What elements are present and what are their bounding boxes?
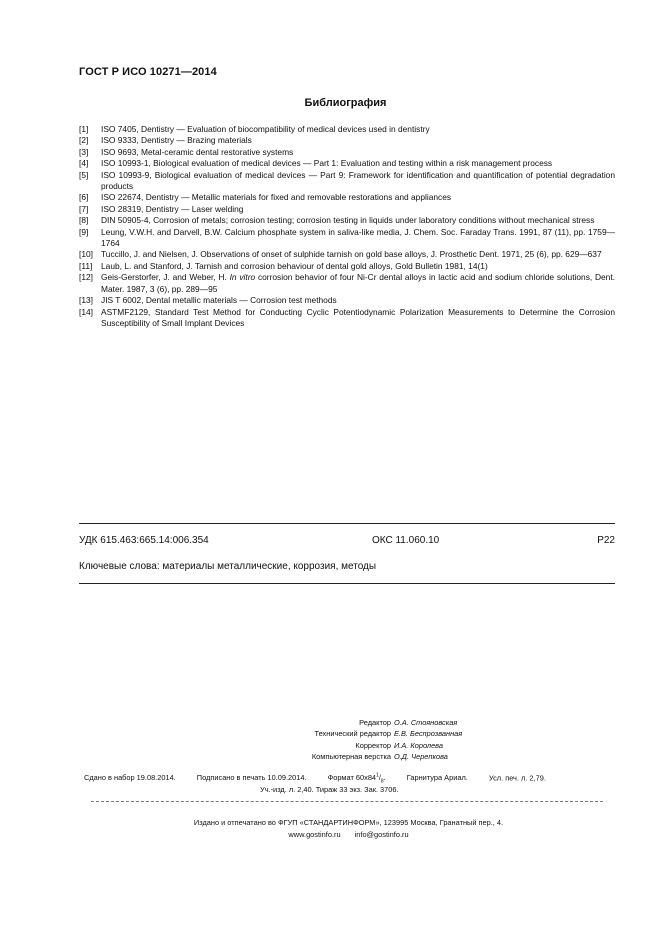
list-item xyxy=(79,272,615,295)
ref-text-part: Geis-Gerstorfer, J. and Weber, H. xyxy=(101,272,230,283)
credit-row xyxy=(160,728,480,739)
bibliography-title: Библиография xyxy=(304,97,387,109)
publisher-contacts xyxy=(0,830,661,839)
ref-number: [7] xyxy=(79,203,89,214)
format-suffix: . xyxy=(383,773,386,783)
submitted-date: Сдано в набор 19.08.2014. xyxy=(84,773,176,783)
credit-name: О.Д. Черепкова xyxy=(394,751,448,761)
list-item xyxy=(79,249,615,260)
format-text: Формат 60x84 xyxy=(327,773,377,783)
ref-text: Leung, V.W.H. and Darvell, B.W. Calcium phosphate system in saliva-like media, J. Chem. Soc. Faraday Trans. 1991, 87 (11), pp. 1759—1764 xyxy=(101,226,615,249)
format-sup: 1 xyxy=(376,773,379,779)
divider-thin xyxy=(91,801,603,802)
credit-role: Корректор xyxy=(355,740,391,750)
credit-row xyxy=(160,717,480,728)
group-code: Р22 xyxy=(597,535,615,546)
print-sheets: Усл. печ. л. 2,79. xyxy=(488,773,546,783)
list-item xyxy=(79,307,615,330)
ref-text-part: corrosion behavior of four Ni-Cr dental alloys in lactic acid and sodium chloride solutions, Dent. Mater. 1987, 3 (6), pp. 289—95 xyxy=(101,272,615,294)
ref-text: ISO 10993-1, Biological evaluation of medical devices — Part 1: Evaluation and testing within a risk management process xyxy=(101,158,553,169)
ref-number: [4] xyxy=(79,158,89,169)
list-item xyxy=(79,124,615,135)
standard-code: ГОСТ Р ИСО 10271—2014 xyxy=(79,66,217,78)
keywords: Ключевые слова: материалы металлические, коррозия, методы xyxy=(79,561,377,572)
list-item xyxy=(79,295,615,306)
ref-number: [6] xyxy=(79,192,89,203)
classification-row xyxy=(79,535,615,546)
divider-bottom xyxy=(79,583,615,584)
ref-text-italic: In vitro xyxy=(229,272,256,283)
oks-code: ОКС 11.060.10 xyxy=(372,535,440,546)
credit-role: Компьютерная верстка xyxy=(311,751,391,761)
udk-code: УДК 615.463:665.14:006.354 xyxy=(79,535,209,546)
credit-row xyxy=(160,751,480,762)
print-info-line-2: Уч.-изд. л. 2,40. Тираж 33 экз. Зак. 3706. xyxy=(260,785,399,794)
ref-text: ISO 22674, Dentistry — Metallic materials for fixed and removable restorations and appliances xyxy=(101,192,452,203)
list-item xyxy=(79,158,615,169)
ref-number: [9] xyxy=(79,226,89,237)
signed-date: Подписано в печать 10.09.2014. xyxy=(196,773,307,783)
ref-text: ASTMF2129, Standard Test Method for Conducting Cyclic Potentiodynamic Polarization Measurements to Determine the Corrosion Susceptibility of Small Implant Devices xyxy=(101,306,615,328)
ref-number: [8] xyxy=(79,215,89,226)
ref-text: ISO 9333, Dentistry — Brazing materials xyxy=(101,135,252,146)
list-item xyxy=(79,227,615,250)
ref-text xyxy=(101,272,615,295)
ref-text: ISO 10993-9, Biological evaluation of medical devices — Part 9: Framework for identification and quantification of potential degradation products xyxy=(101,169,615,192)
font-name: Гарнитура Ариал. xyxy=(406,773,468,783)
ref-text: Tuccillo, J. and Nielsen, J. Observations of onset of sulphide tarnish on gold base alloys, J. Prosthetic Dent. 1971, 25 (6), pp. 629—637 xyxy=(101,249,602,260)
list-item xyxy=(79,170,615,193)
publisher-line: Издано и отпечатано во ФГУП «СТАНДАРТИНФОРМ», 123995 Москва, Гранатный пер., 4. xyxy=(193,818,504,827)
ref-number: [11] xyxy=(79,260,93,271)
ref-number: [3] xyxy=(79,146,89,157)
list-item xyxy=(79,192,615,203)
list-item xyxy=(79,215,615,226)
list-item xyxy=(79,147,615,158)
bibliography-list xyxy=(79,124,615,329)
ref-text: DIN 50905-4, Corrosion of metals; corrosion testing; corrosion testing in liquids under laboratory conditions without mechanical stress xyxy=(101,215,595,226)
ref-text: ISO 28319, Dentistry — Laser welding xyxy=(101,203,244,214)
print-info-line xyxy=(84,773,546,785)
credit-name: Е.В. Беспрозванная xyxy=(394,729,463,739)
ref-text: JIS T 6002, Dental metallic materials — Corrosion test methods xyxy=(101,295,337,306)
ref-number: [2] xyxy=(79,135,89,146)
format-sub: 8 xyxy=(380,778,384,785)
divider-top xyxy=(79,523,615,524)
ref-text: ISO 7405, Dentistry — Evaluation of biocompatibility of medical devices used in dentistry xyxy=(101,124,430,134)
list-item xyxy=(79,135,615,146)
credit-name: О.А. Стояновская xyxy=(394,718,458,727)
email-link[interactable]: info@gostinfo.ru xyxy=(354,830,409,839)
ref-number: [1] xyxy=(79,124,89,134)
ref-number: [5] xyxy=(79,169,89,180)
list-item xyxy=(79,261,615,272)
ref-text: Laub, L. and Stanford, J. Tarnish and corrosion behaviour of dental gold alloys, Gold Bulletin 1981, 14(1) xyxy=(101,260,488,271)
credit-role: Редактор xyxy=(359,718,391,727)
list-item xyxy=(79,204,615,215)
credits-block xyxy=(160,717,480,762)
ref-text: ISO 9693, Metal-ceramic dental restorative systems xyxy=(101,146,294,157)
ref-number: [10] xyxy=(79,249,93,260)
ref-number: [13] xyxy=(79,295,93,306)
website-link[interactable]: www.gostinfo.ru xyxy=(288,830,341,839)
credit-name: И.А. Королева xyxy=(394,740,443,750)
ref-number: [14] xyxy=(79,306,93,317)
credit-role: Технический редактор xyxy=(314,729,391,739)
ref-number: [12] xyxy=(79,272,93,283)
credit-row xyxy=(160,740,480,751)
paper-format: Формат $60x84^1/_8$. xyxy=(327,773,386,785)
